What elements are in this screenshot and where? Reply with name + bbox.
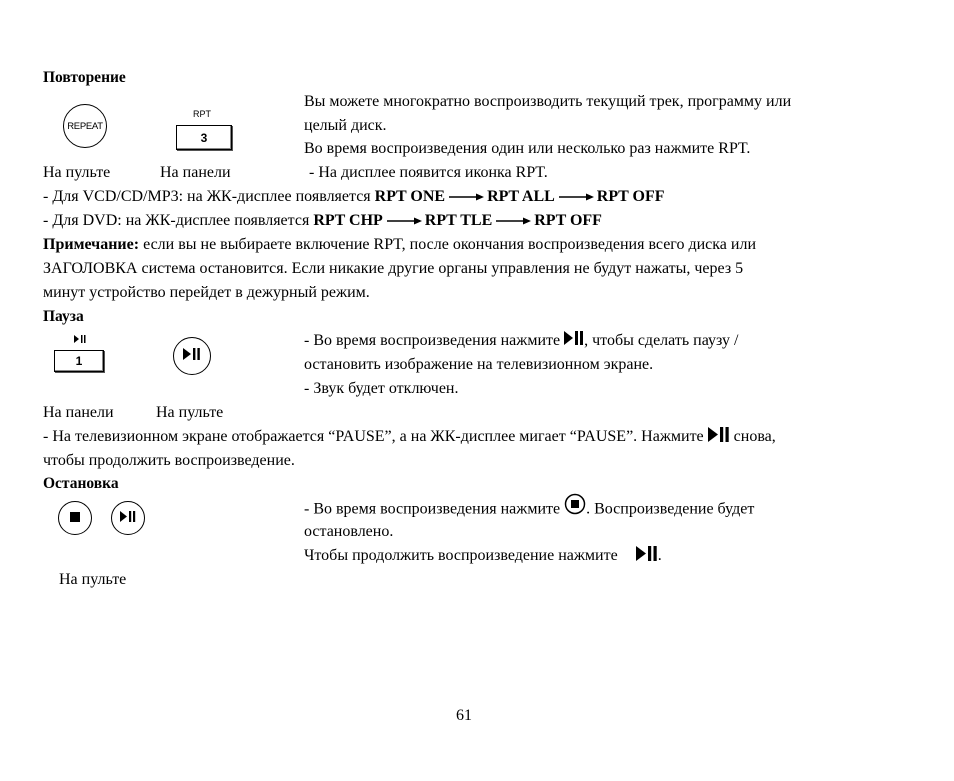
- dvd-mode-tle: RPT TLE: [424, 212, 493, 229]
- stop-desc3-post: .: [657, 547, 662, 565]
- stop-desc-pre: - Во время воспроизведения нажмите: [304, 500, 565, 518]
- play-pause-remote-button: [173, 337, 211, 375]
- pause-desc-line3: - Звук будет отключен.: [304, 380, 459, 397]
- stop-label-remote: На пульте: [59, 571, 127, 588]
- repeat-label-remote: На пульте: [43, 164, 111, 181]
- pause-desc-post: , чтобы сделать паузу /: [584, 332, 739, 349]
- vcd-mode-off: RPT OFF: [596, 188, 665, 205]
- repeat-dvd-line: [43, 211, 602, 231]
- pause-info-line1: [43, 427, 776, 448]
- play-pause-icon: [636, 546, 658, 567]
- arrow-right-icon: [494, 211, 532, 231]
- pause-info-post: снова,: [729, 428, 776, 446]
- repeat-note-line3: минут устройство перейдет в дежурный режим.: [43, 284, 370, 301]
- section-heading-repeat: Повторение: [43, 69, 126, 86]
- pause-info-line2: чтобы продолжить воспроизведение.: [43, 452, 295, 469]
- dvd-mode-off: RPT OFF: [534, 212, 602, 229]
- play-pause-icon: [564, 331, 584, 351]
- stop-remote-button: [58, 501, 92, 535]
- repeat-remote-button: [63, 104, 107, 148]
- page-number: 61: [456, 707, 472, 724]
- pause-label-remote: На пульте: [156, 404, 224, 421]
- vcd-mode-one: RPT ONE: [374, 188, 446, 205]
- arrow-right-icon: [557, 187, 595, 207]
- stop-desc-line2: остановлено.: [304, 523, 394, 540]
- repeat-desc-line3: Во время воспроизведения один или несколько раз нажмите RPT.: [304, 140, 751, 157]
- dvd-mode-chp: RPT CHP: [313, 212, 383, 229]
- stop-desc3-pre: Чтобы продолжить воспроизведение нажмите: [304, 547, 622, 565]
- repeat-note-line2: ЗАГОЛОВКА система остановится. Если никакие другие органы управления не будут нажаты, через 5: [43, 260, 744, 277]
- repeat-note-line1: [43, 235, 756, 255]
- stop-icon: [564, 493, 586, 521]
- pause-label-panel: На панели: [43, 404, 114, 421]
- rpt-panel-key: [176, 125, 232, 150]
- pause-key-number: 1: [75, 354, 83, 368]
- section-heading-stop: Остановка: [43, 475, 119, 492]
- play-pause-icon: [74, 330, 86, 348]
- note-label: Примечание:: [43, 236, 140, 253]
- stop-desc-post: . Воспроизведение будет: [586, 500, 755, 518]
- repeat-desc-line2: целый диск.: [304, 117, 387, 134]
- rpt-key-number: 3: [200, 130, 208, 145]
- stop-icon: [70, 509, 80, 527]
- play-pause-icon: [183, 347, 201, 365]
- dvd-prefix: - Для DVD: на ЖК-дисплее появляется: [43, 212, 314, 229]
- arrow-right-icon: [385, 211, 423, 231]
- play-pause-icon: [120, 509, 136, 527]
- pause-panel-key: [54, 350, 104, 372]
- repeat-desc-line1: Вы можете многократно воспроизводить текущий трек, программу или: [304, 93, 792, 110]
- repeat-vcd-line: [43, 187, 665, 207]
- pause-desc-pre: - Во время воспроизведения нажмите: [304, 332, 565, 349]
- vcd-prefix: - Для VCD/CD/MP3: на ЖК-дисплее появляется: [43, 188, 375, 205]
- play-pause-icon: [708, 427, 730, 448]
- pause-info-pre: - На телевизионном экране отображается “PAUSE”, а на ЖК-дисплее мигает “PAUSE”. Нажмите: [43, 428, 708, 446]
- note-text-1: если вы не выбираете включение RPT, после окончания воспроизведения всего диска или: [139, 236, 757, 253]
- pause-desc-line2: остановить изображение на телевизионном экране.: [304, 356, 654, 373]
- repeat-desc-line4: - На дисплее появится иконка RPT.: [309, 164, 548, 181]
- section-heading-pause: Пауза: [43, 308, 84, 325]
- stop-desc-line1: [304, 499, 754, 521]
- vcd-mode-all: RPT ALL: [487, 188, 555, 205]
- stop-desc-line3: [304, 546, 662, 567]
- play-pause-remote-button: [111, 501, 145, 535]
- rpt-key-caption: RPT: [193, 109, 211, 119]
- arrow-right-icon: [447, 187, 485, 207]
- repeat-label-panel: На панели: [160, 164, 231, 181]
- repeat-button-label: REPEAT: [67, 120, 103, 132]
- pause-desc-line1: [304, 331, 738, 351]
